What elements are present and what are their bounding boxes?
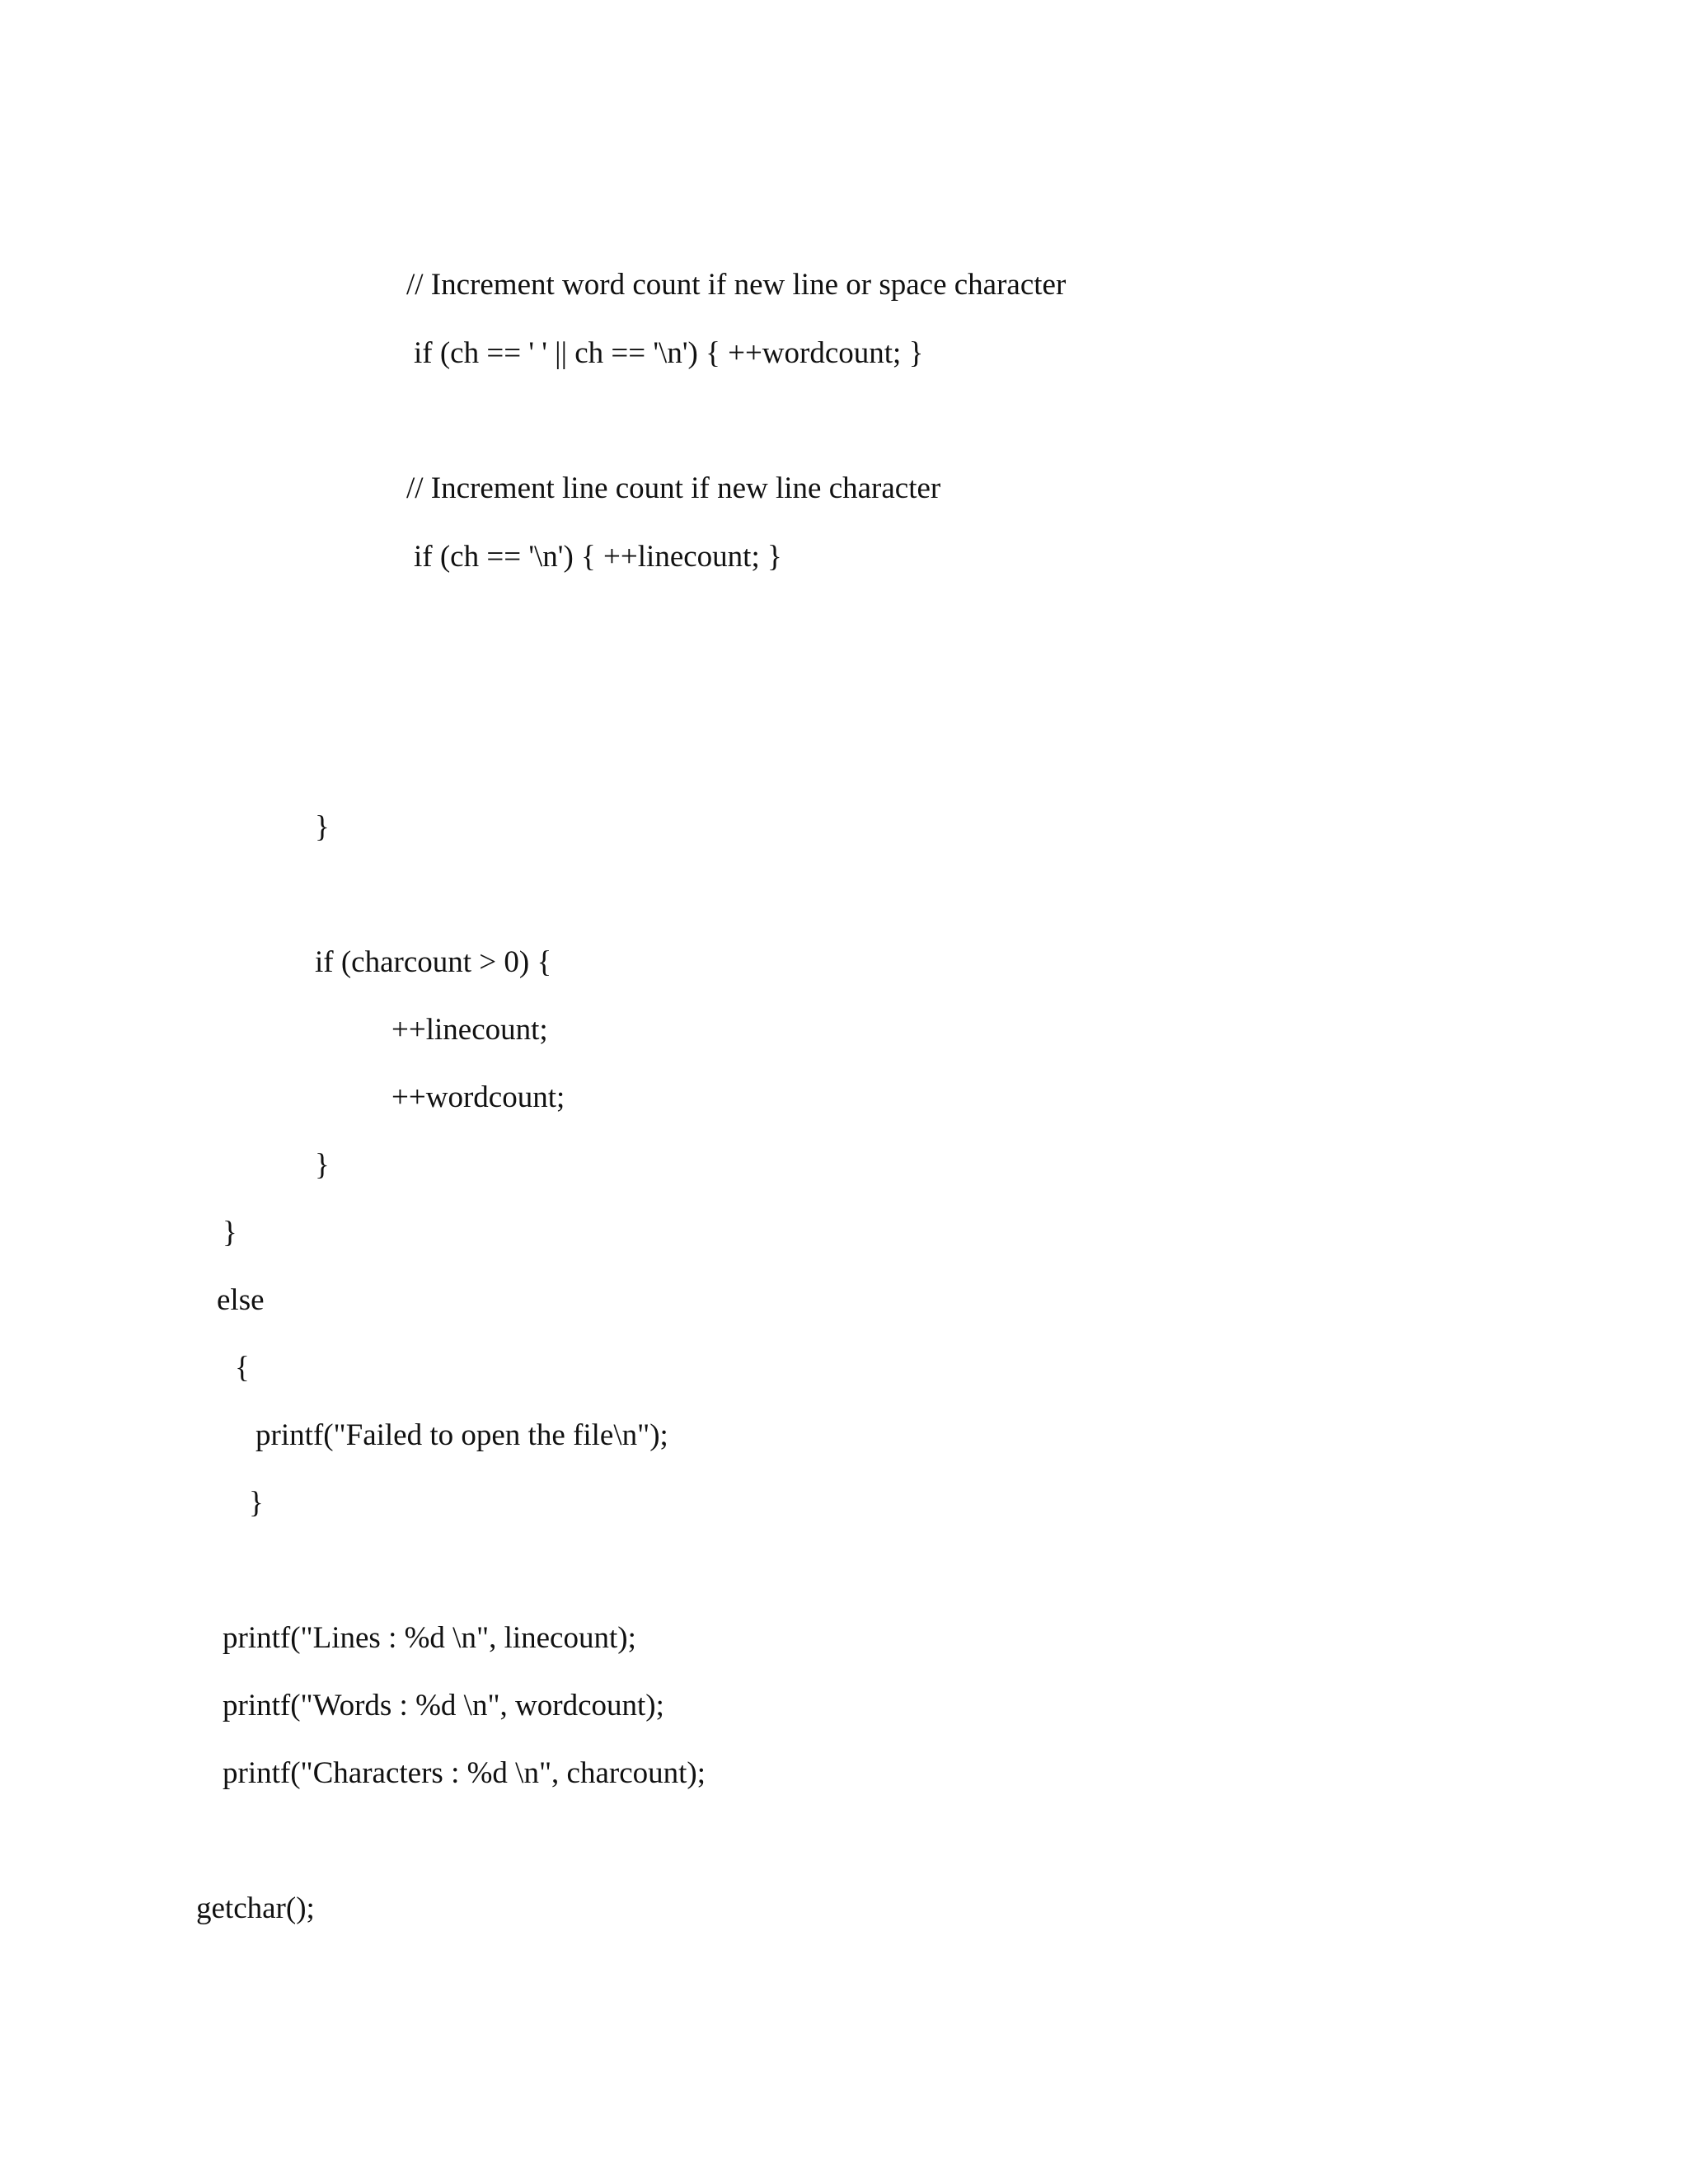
code-line: ++wordcount; xyxy=(392,1080,565,1114)
closing-brace: } xyxy=(315,1148,330,1182)
code-line: printf("Lines : %d \n", linecount); xyxy=(223,1621,636,1655)
code-comment: // Increment line count if new line character xyxy=(406,471,941,505)
code-line: if (ch == '\n') { ++linecount; } xyxy=(414,540,782,574)
code-line: getchar(); xyxy=(196,1891,315,1925)
code-line: ++linecount; xyxy=(392,1013,548,1047)
opening-brace: { xyxy=(235,1351,250,1385)
closing-brace: } xyxy=(315,810,330,844)
code-line: else xyxy=(217,1283,265,1317)
code-line: if (charcount > 0) { xyxy=(315,945,552,979)
code-line: printf("Words : %d \n", wordcount); xyxy=(223,1689,664,1722)
code-line: if (ch == ' ' || ch == '\n') { ++wordcount; } xyxy=(414,336,924,370)
closing-brace: } xyxy=(249,1486,264,1520)
code-line: printf("Failed to open the file\n"); xyxy=(256,1418,668,1452)
code-comment: // Increment word count if new line or space character xyxy=(406,268,1067,302)
closing-brace: } xyxy=(223,1216,237,1249)
code-line: printf("Characters : %d \n", charcount); xyxy=(223,1756,706,1790)
